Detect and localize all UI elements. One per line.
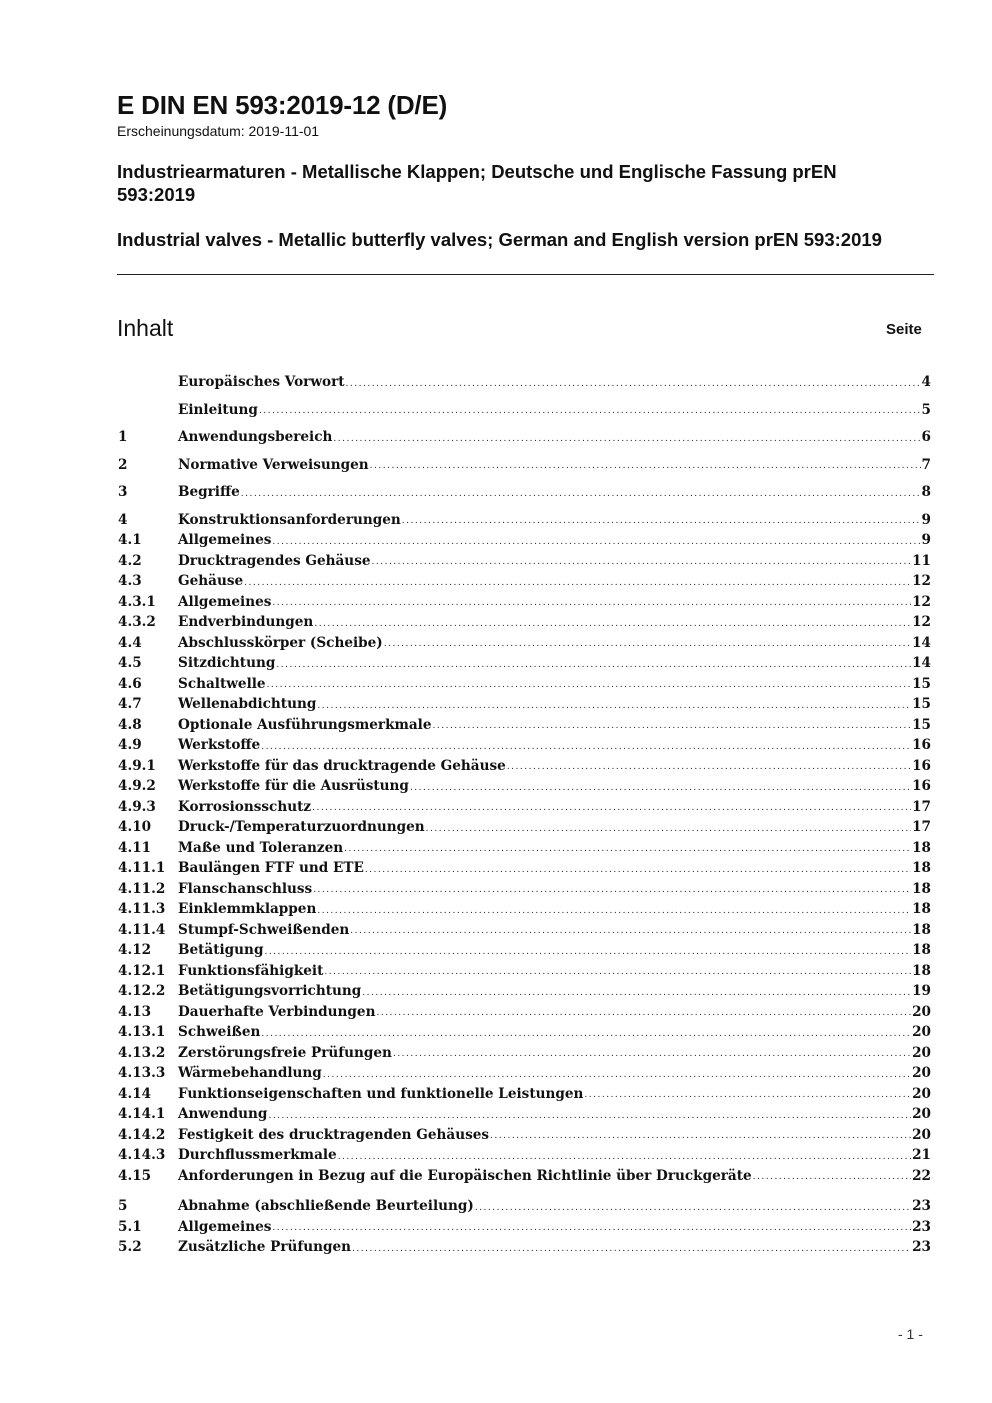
toc-entry[interactable]	[118, 694, 931, 715]
toc-entry-number: 4.10	[118, 819, 152, 835]
toc-dot-leader	[346, 380, 921, 389]
toc-entry-title: Begriffe	[178, 484, 240, 500]
toc-dot-leader	[267, 681, 912, 690]
toc-entry-page: 15	[912, 716, 931, 733]
toc-entry[interactable]	[118, 981, 931, 1002]
toc-entry-number: 4.6	[118, 675, 142, 692]
toc-entry-number: 4.14.3	[118, 1147, 166, 1163]
toc-entry[interactable]	[118, 571, 931, 592]
toc-entry-page: 20	[912, 1126, 931, 1143]
toc-entry[interactable]	[118, 715, 931, 736]
toc-entry-title: Einleitung	[178, 401, 258, 418]
toc-entry-page: 12	[912, 573, 931, 589]
toc-entry-title: Betätigungsvorrichtung	[178, 983, 362, 999]
toc-entry-title: Wellenabdichtung	[178, 696, 317, 712]
toc-entry[interactable]	[118, 372, 931, 393]
toc-dot-leader	[402, 517, 921, 526]
toc-entry-page: 6	[921, 429, 931, 445]
toc-dot-leader	[272, 1224, 911, 1233]
toc-entry[interactable]	[118, 797, 931, 818]
toc-entry-number: 1	[118, 429, 128, 445]
toc-entry[interactable]	[118, 551, 931, 572]
toc-entry-page: 16	[912, 778, 931, 794]
toc-entry-page: 14	[912, 634, 931, 651]
toc-entry-number: 3	[118, 484, 128, 500]
toc-entry-number: 4.2	[118, 552, 142, 569]
toc-entry-page: 17	[912, 798, 931, 815]
toc-entry-title: Durchflussmerkmale	[178, 1147, 337, 1163]
toc-entry[interactable]	[118, 858, 931, 879]
toc-dot-leader	[352, 1245, 911, 1254]
toc-entry-title: Druck-/Temperaturzuordnungen	[178, 819, 425, 835]
toc-entry[interactable]	[118, 482, 931, 503]
toc-dot-leader	[362, 989, 911, 998]
toc-entry-number: 4.3.1	[118, 593, 156, 610]
toc-entry-page: 14	[912, 655, 931, 671]
toc-entry[interactable]	[118, 756, 931, 777]
toc-entry[interactable]	[118, 1104, 931, 1125]
toc-entry-title: Anforderungen in Bezug auf die Europäischen Richtlinie über Druckgeräte	[178, 1167, 752, 1184]
toc-entry[interactable]	[118, 455, 931, 476]
toc-entry[interactable]	[118, 940, 931, 961]
toc-entry-number: 5	[118, 1198, 128, 1214]
toc-entry-title: Allgemeines	[178, 532, 272, 548]
toc-heading: Inhalt	[117, 315, 174, 341]
title-english: Industrial valves - Metallic butterfly valves; German and English version prEN 593:2019	[117, 229, 882, 250]
toc-entry-number: 4	[118, 511, 128, 528]
toc-entry-page: 12	[912, 614, 931, 630]
toc-entry-page: 20	[912, 1024, 931, 1040]
toc-entry-title: Allgemeines	[178, 1218, 272, 1235]
toc-entry-page: 18	[912, 839, 931, 856]
toc-dot-leader	[490, 1132, 911, 1141]
toc-entry-page: 19	[912, 983, 931, 999]
document-title: E DIN EN 593:2019-12 (D/E)	[117, 90, 448, 120]
toc-entry-title: Funktionsfähigkeit	[178, 962, 324, 979]
toc-page-label: Seite	[886, 321, 922, 338]
toc-dot-leader	[344, 845, 911, 854]
toc-entry[interactable]	[118, 1002, 931, 1023]
toc-entry-number: 4.14	[118, 1085, 152, 1102]
toc-entry-page: 21	[912, 1147, 931, 1163]
toc-entry-page: 18	[912, 860, 931, 876]
toc-entry-title: Funktionseigenschaften und funktionelle Leistungen	[178, 1085, 584, 1102]
toc-entry-number: 4.9.3	[118, 798, 156, 815]
toc-entry-number: 4.5	[118, 655, 142, 671]
toc-entry-number: 4.11	[118, 839, 152, 856]
toc-entry-title: Europäisches Vorwort	[178, 374, 345, 390]
toc-entry-number: 4.13	[118, 1003, 152, 1020]
toc-dot-leader	[372, 558, 912, 567]
publication-date: Erscheinungsdatum: 2019-11-01	[117, 123, 320, 139]
toc-entry-title: Endverbindungen	[178, 614, 314, 630]
toc-entry[interactable]	[118, 817, 931, 838]
toc-entry-page: 5	[921, 401, 931, 418]
toc-entry-title: Baulängen FTF und ETE	[178, 860, 364, 876]
toc-entry-page: 16	[912, 757, 931, 774]
toc-entry[interactable]	[118, 1145, 931, 1166]
toc-dot-leader	[276, 661, 911, 670]
toc-entry[interactable]	[118, 1063, 931, 1084]
toc-entry[interactable]	[118, 961, 931, 982]
toc-entry-title: Anwendungsbereich	[178, 429, 333, 445]
toc-entry-page: 16	[912, 737, 931, 753]
toc-dot-leader	[317, 907, 911, 916]
toc-dot-leader	[261, 743, 911, 752]
toc-entry[interactable]	[118, 879, 931, 900]
toc-dot-leader	[244, 579, 911, 588]
toc-dot-leader	[261, 1030, 911, 1039]
toc-entry[interactable]	[118, 653, 931, 674]
toc-dot-leader	[426, 825, 911, 834]
toc-dot-leader	[264, 948, 911, 957]
toc-dot-leader	[241, 490, 921, 499]
toc-entry[interactable]	[118, 1022, 931, 1043]
toc-dot-leader	[272, 599, 911, 608]
toc-entry[interactable]	[118, 674, 931, 695]
toc-entry-page: 15	[912, 696, 931, 712]
toc-entry[interactable]	[118, 1196, 931, 1217]
toc-entry-page: 15	[912, 675, 931, 692]
toc-entry-page: 23	[912, 1239, 931, 1255]
toc-entry-page: 4	[921, 374, 931, 390]
toc-entry-title: Optionale Ausführungsmerkmale	[178, 716, 432, 733]
toc-dot-leader	[350, 927, 911, 936]
toc-entry[interactable]	[118, 776, 931, 797]
toc-dot-leader	[312, 804, 911, 813]
toc-dot-leader	[370, 462, 921, 471]
toc-entry-number: 4.9.1	[118, 757, 156, 774]
toc-entry-number: 4.13.3	[118, 1065, 166, 1081]
toc-entry-number: 4.3	[118, 573, 142, 589]
toc-entry-page: 18	[912, 901, 931, 917]
toc-entry-title: Zusätzliche Prüfungen	[178, 1239, 352, 1255]
toc-entry-title: Korrosionsschutz	[178, 798, 312, 815]
toc-entry[interactable]	[118, 400, 931, 421]
toc-entry-number: 4.3.2	[118, 614, 156, 630]
toc-entry-title: Normative Verweisungen	[178, 456, 369, 473]
toc-dot-leader	[384, 640, 911, 649]
toc-entry-title: Flanschanschluss	[178, 880, 313, 897]
toc-entry-title: Einklemmklappen	[178, 901, 317, 917]
toc-entry-title: Stumpf-Schweißenden	[178, 921, 350, 938]
toc-entry-title: Drucktragendes Gehäuse	[178, 552, 371, 569]
toc-entry-page: 20	[912, 1106, 931, 1122]
toc-entry-number: 5.2	[118, 1239, 142, 1255]
toc-entry-page: 8	[921, 484, 931, 500]
toc-entry[interactable]	[118, 1125, 931, 1146]
toc-entry-number: 4.14.2	[118, 1126, 166, 1143]
toc-entry-number: 4.11.3	[118, 901, 166, 917]
toc-entry[interactable]	[118, 1084, 931, 1105]
toc-entry-number: 4.13.1	[118, 1024, 166, 1040]
toc-entry-title: Werkstoffe	[178, 737, 261, 753]
toc-entry-page: 18	[912, 942, 931, 958]
toc-entry[interactable]	[118, 427, 931, 448]
toc-entry-number: 4.14.1	[118, 1106, 166, 1122]
toc-entry-number: 4.12.1	[118, 962, 166, 979]
toc-entry-title: Allgemeines	[178, 593, 272, 610]
toc-dot-leader	[410, 784, 911, 793]
toc-dot-leader	[338, 1153, 911, 1162]
toc-dot-leader	[365, 866, 911, 875]
toc-entry-number: 4.11.2	[118, 880, 166, 897]
toc-entry[interactable]	[118, 1166, 931, 1187]
toc-entry-number: 4.1	[118, 532, 142, 548]
toc-dot-leader	[324, 968, 911, 977]
toc-entry-number: 4.13.2	[118, 1044, 166, 1061]
toc-entry-page: 20	[912, 1044, 931, 1061]
toc-entry-page: 18	[912, 962, 931, 979]
toc-entry-title: Abschlusskörper (Scheibe)	[178, 634, 383, 651]
toc-entry-title: Schaltwelle	[178, 675, 266, 692]
toc-entry[interactable]	[118, 1217, 931, 1238]
toc-entry-page: 20	[912, 1003, 931, 1020]
document-header	[117, 88, 937, 251]
toc-dot-leader	[433, 722, 912, 731]
title-german: Industriearmaturen - Metallische Klappen; Deutsche und Englische Fassung prEN 593:2019	[117, 161, 837, 205]
toc-entry-number: 4.12	[118, 942, 152, 958]
toc-entry-title: Maße und Toleranzen	[178, 839, 344, 856]
toc-entry-page: 11	[912, 552, 931, 569]
toc-entry[interactable]	[118, 1237, 931, 1258]
toc-dot-leader	[584, 1091, 911, 1100]
toc-entry[interactable]	[118, 633, 931, 654]
toc-entry-page: 9	[921, 511, 931, 528]
toc-entry[interactable]	[118, 510, 931, 531]
page-number: - 1 -	[898, 1326, 923, 1342]
toc-entry-page: 23	[912, 1218, 931, 1235]
toc-entry-page: 17	[912, 819, 931, 835]
toc-entry[interactable]	[118, 899, 931, 920]
toc-entry-title: Dauerhafte Verbindungen	[178, 1003, 376, 1020]
toc-entry-number: 4.8	[118, 716, 142, 733]
toc-entry-page: 9	[921, 532, 931, 548]
toc-entry-title: Schweißen	[178, 1024, 261, 1040]
toc-entry-page: 20	[912, 1065, 931, 1081]
toc-dot-leader	[475, 1204, 911, 1213]
toc-entry-page: 18	[912, 921, 931, 938]
toc-entry-title: Anwendung	[178, 1106, 268, 1122]
toc-dot-leader	[317, 702, 911, 711]
toc-dot-leader	[393, 1050, 911, 1059]
toc-entry-title: Wärmebehandlung	[178, 1065, 322, 1081]
toc-dot-leader	[753, 1173, 911, 1182]
toc-entry-number: 4.4	[118, 634, 142, 651]
toc-entry-title: Festigkeit des drucktragenden Gehäuses	[178, 1126, 490, 1143]
toc-entry-title: Werkstoffe für das drucktragende Gehäuse	[178, 757, 506, 774]
toc-entry-page: 23	[912, 1198, 931, 1214]
toc-entry-page: 12	[912, 593, 931, 610]
toc-entry-number: 4.9.2	[118, 778, 156, 794]
toc-entry-title: Konstruktionsanforderungen	[178, 511, 401, 528]
toc-entry-number: 4.15	[118, 1167, 152, 1184]
toc-dot-leader	[272, 538, 920, 547]
toc-entry[interactable]	[118, 1043, 931, 1064]
toc-entry-title: Zerstörungsfreie Prüfungen	[178, 1044, 392, 1061]
toc-dot-leader	[507, 763, 911, 772]
toc-entry[interactable]	[118, 592, 931, 613]
toc-entry-number: 4.7	[118, 696, 142, 712]
toc-dot-leader	[259, 407, 921, 416]
toc-entry-number: 5.1	[118, 1218, 142, 1235]
toc-entry[interactable]	[118, 530, 931, 551]
toc-entry-number: 4.11.4	[118, 921, 166, 938]
toc-dot-leader	[314, 620, 911, 629]
toc-entry[interactable]	[118, 838, 931, 859]
toc-dot-leader	[323, 1071, 911, 1080]
toc-entry-number: 4.9	[118, 737, 142, 753]
toc-entry-number: 2	[118, 456, 128, 473]
table-of-contents	[118, 372, 931, 1258]
toc-entry-page: 18	[912, 880, 931, 897]
toc-entry[interactable]	[118, 920, 931, 941]
header-divider	[117, 274, 934, 275]
toc-entry-title: Gehäuse	[178, 573, 244, 589]
toc-entry-number: 4.12.2	[118, 983, 166, 999]
toc-entry-title: Werkstoffe für die Ausrüstung	[178, 778, 409, 794]
toc-entry-title: Betätigung	[178, 942, 264, 958]
toc-entry-number: 4.11.1	[118, 860, 166, 876]
toc-dot-leader	[268, 1112, 911, 1121]
toc-entry-title: Abnahme (abschließende Beurteilung)	[178, 1198, 474, 1214]
toc-entry[interactable]	[118, 735, 931, 756]
toc-entry-page: 20	[912, 1085, 931, 1102]
toc-dot-leader	[333, 435, 920, 444]
toc-entry-page: 7	[921, 456, 931, 473]
toc-dot-leader	[376, 1009, 911, 1018]
toc-entry[interactable]	[118, 612, 931, 633]
toc-dot-leader	[313, 886, 911, 895]
toc-entry-page: 22	[912, 1167, 931, 1184]
toc-entry-title: Sitzdichtung	[178, 655, 276, 671]
